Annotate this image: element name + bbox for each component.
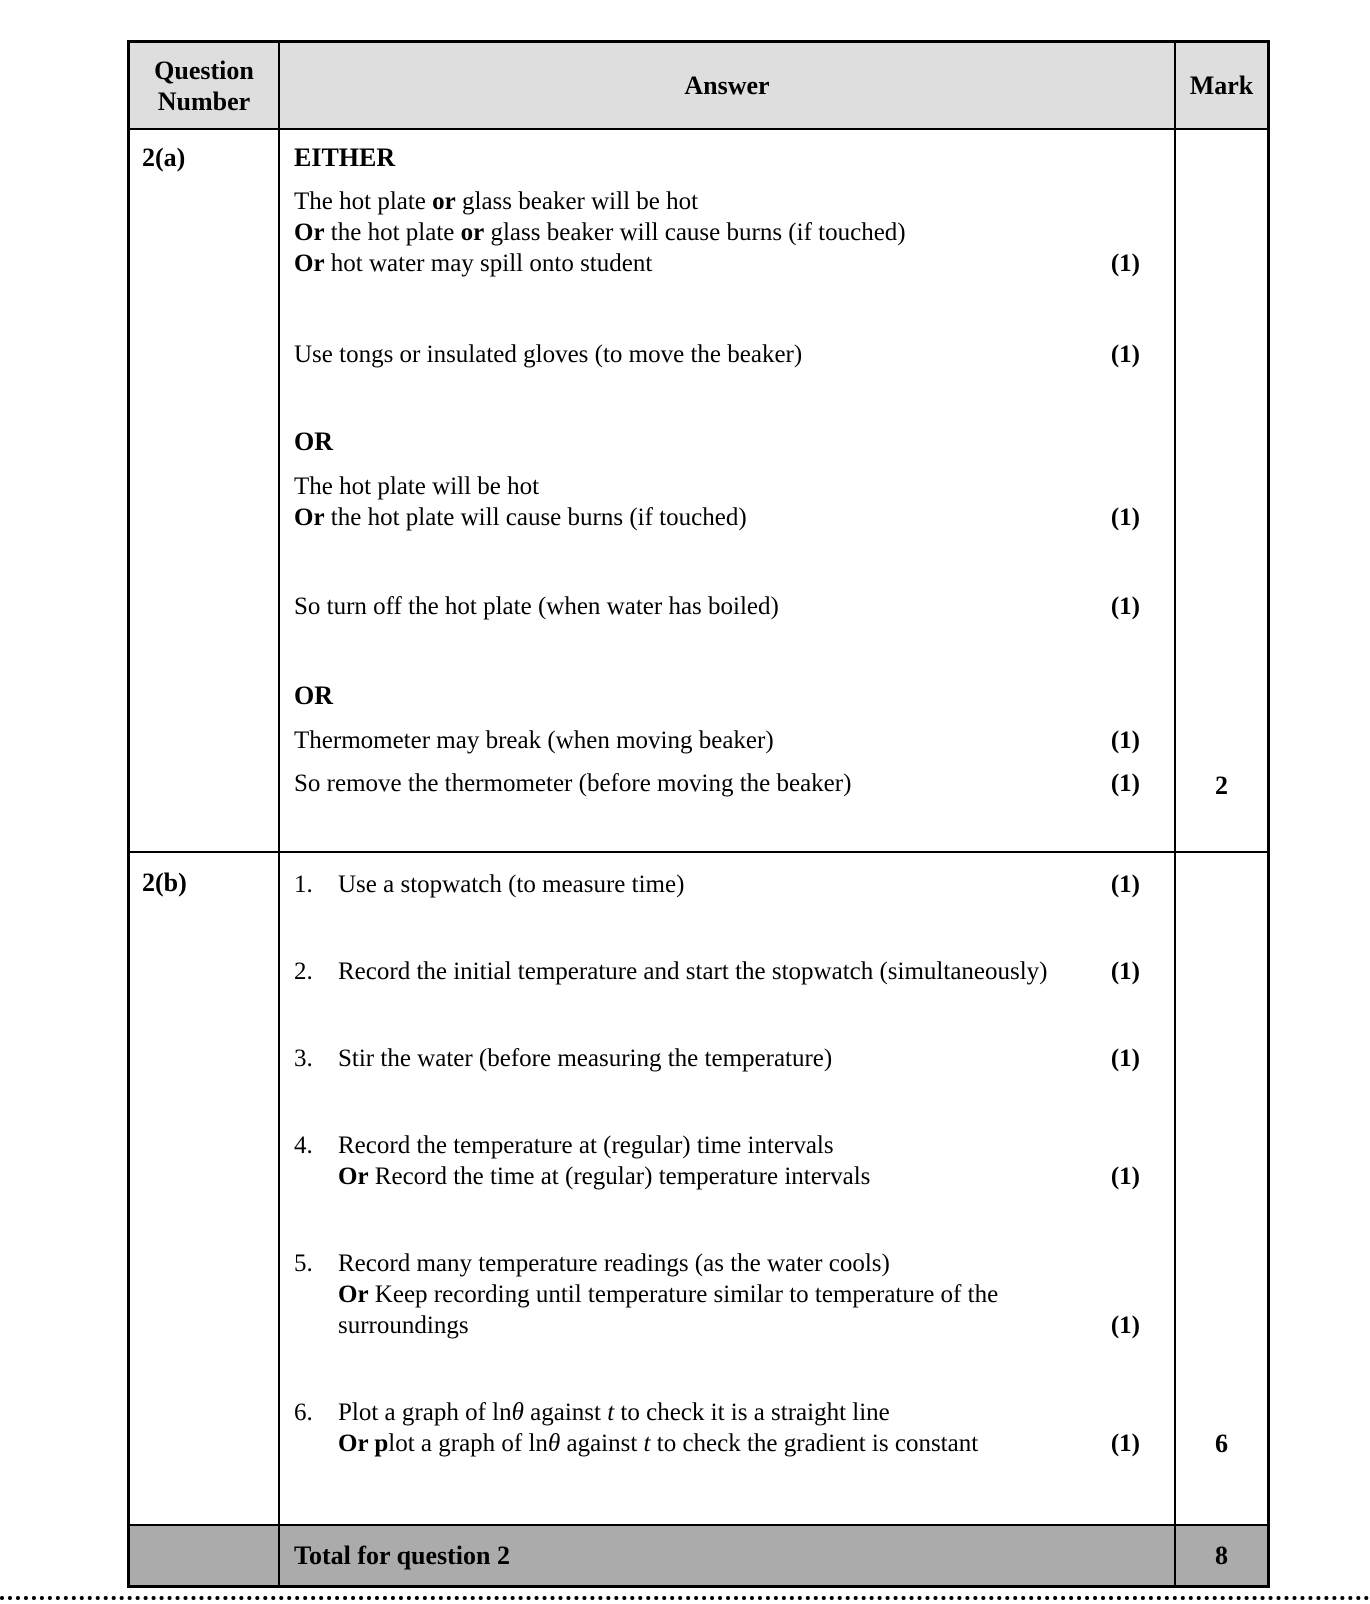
item-number: 5. [294, 1250, 313, 1277]
mark-point: (1) [1110, 1312, 1140, 1339]
t-symbol: t [643, 1430, 651, 1457]
answer-line: Or the hot plate or glass beaker will cause burns (if touched) [294, 219, 906, 246]
mark-point: (1) [1110, 593, 1140, 620]
mark-point: (1) [1110, 250, 1140, 277]
answer-paragraph [294, 339, 1174, 370]
question-number-header-cell [130, 43, 280, 130]
answer-line: Use a stopwatch (to measure time) (1) [338, 871, 1140, 898]
answer-line: Record the initial temperature and start the stopwatch (simultaneously) (1) [338, 958, 1140, 985]
answer-line: surroundings (1) [338, 1312, 1140, 1339]
list-item [294, 1043, 1174, 1074]
mark-point: (1) [1110, 1163, 1140, 1190]
answer-line: Or plot a graph of lnθ against t to check the gradient is constant (1) [338, 1430, 1140, 1457]
answer-paragraph [294, 768, 1174, 799]
page-bottom-dotted-line [0, 1596, 1370, 1600]
total-row-empty-cell [130, 1526, 280, 1585]
mark-point: (1) [1110, 504, 1140, 531]
answer-line: Stir the water (before measuring the temperature) (1) [338, 1045, 1140, 1072]
total-row-mark-cell [1176, 1526, 1267, 1585]
answer-line: So remove the thermometer (before moving the beaker) (1) [294, 770, 1140, 797]
mark-point: (1) [1110, 958, 1140, 985]
answer-line: Record many temperature readings (as the water cools) [338, 1250, 890, 1277]
answer-paragraph [294, 186, 1174, 279]
answer-paragraph [294, 591, 1174, 622]
question-number-header-label: Question Number [154, 55, 254, 116]
answer-paragraph [294, 725, 1174, 756]
question-2a-label: 2(a) [142, 143, 186, 172]
list-item [294, 1130, 1174, 1192]
mark-point: (1) [1110, 727, 1140, 754]
theta-symbol: θ [511, 1399, 524, 1426]
answer-2a-cell [280, 130, 1176, 853]
question-2b-cell [130, 853, 280, 1526]
mark-header-label: Mark [1189, 71, 1254, 100]
list-item [294, 1248, 1174, 1341]
total-row-mark-value: 8 [1215, 1540, 1228, 1570]
t-symbol: t [607, 1399, 615, 1426]
either-heading: EITHER [294, 143, 396, 172]
list-item [294, 956, 1174, 987]
total-row-label-cell [280, 1526, 1176, 1585]
answer-line: The hot plate or glass beaker will be hot [294, 188, 699, 215]
mark-point: (1) [1110, 1430, 1140, 1457]
item-number: 2. [294, 958, 313, 985]
answer-line: So turn off the hot plate (when water has boiled) (1) [294, 593, 1140, 620]
answer-line: Or Keep recording until temperature similar to temperature of the [338, 1281, 999, 1308]
answer-line: Or the hot plate will cause burns (if touched) (1) [294, 504, 1140, 531]
question-2b-label: 2(b) [142, 868, 187, 897]
answer-header-label: Answer [684, 71, 770, 100]
answer-line: Plot a graph of lnθ against t to check it is a straight line [338, 1399, 890, 1426]
list-item [294, 869, 1174, 900]
answer-line: Or hot water may spill onto student (1) [294, 250, 1140, 277]
item-number: 3. [294, 1045, 313, 1072]
mark-point: (1) [1110, 871, 1140, 898]
or-heading: OR [294, 427, 333, 456]
answer-line: The hot plate will be hot [294, 473, 540, 500]
answer-line: Or Record the time at (regular) temperature intervals (1) [338, 1163, 1140, 1190]
mark-header-cell [1176, 43, 1267, 130]
item-number: 6. [294, 1399, 313, 1426]
mark-scheme-table [127, 40, 1270, 1588]
answer-header-cell [280, 43, 1176, 130]
mark-2b-value: 6 [1215, 1429, 1228, 1458]
total-row-label: Total for question 2 [294, 1540, 510, 1570]
list-item [294, 1397, 1174, 1459]
mark-point: (1) [1110, 1045, 1140, 1072]
mark-2a-value: 2 [1215, 771, 1228, 800]
answer-line: Thermometer may break (when moving beaker) (1) [294, 727, 1140, 754]
mark-2b-cell [1176, 853, 1267, 1526]
mark-2a-cell [1176, 130, 1267, 853]
answer-2b-cell [280, 853, 1176, 1526]
question-2a-cell [130, 130, 280, 853]
theta-symbol: θ [547, 1430, 561, 1457]
answer-line: Record the temperature at (regular) time intervals [338, 1132, 834, 1159]
answer-paragraph [294, 471, 1174, 533]
item-number: 1. [294, 871, 313, 898]
mark-point: (1) [1110, 341, 1140, 368]
item-number: 4. [294, 1132, 313, 1159]
mark-point: (1) [1110, 770, 1140, 797]
answer-line: Use tongs or insulated gloves (to move the beaker) (1) [294, 341, 1140, 368]
or-heading: OR [294, 681, 333, 710]
